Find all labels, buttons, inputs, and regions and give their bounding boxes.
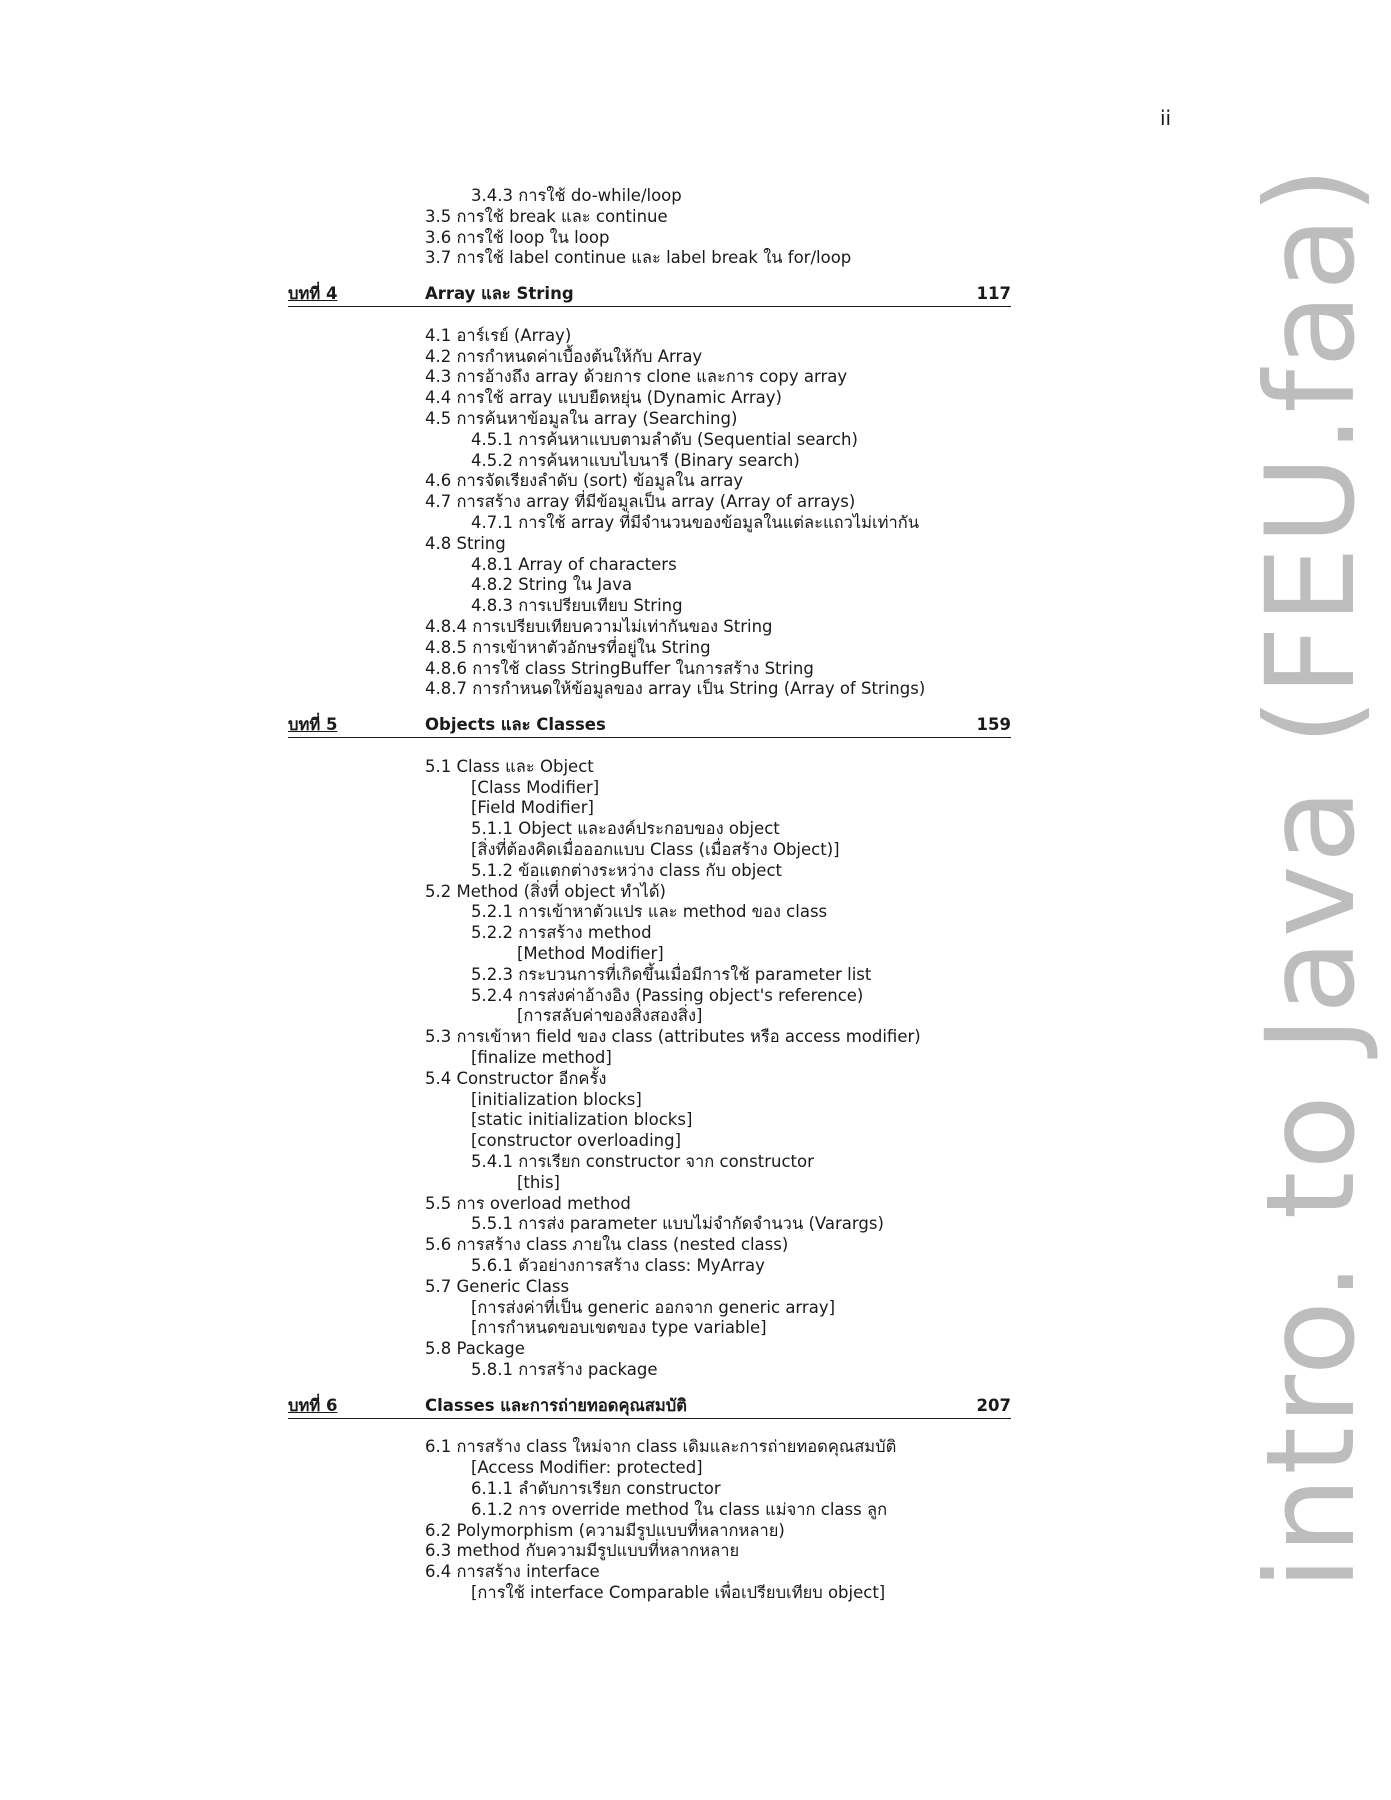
toc-entry: 3.4.3 การใช้ do-while/loop (471, 186, 682, 205)
toc-entry: 6.2 Polymorphism (ความมีรูปแบบที่หลากหลาย) (425, 1520, 785, 1540)
toc-entry: 5.8 Package (425, 1339, 525, 1359)
toc-entry: 4.5.2 การค้นหาแบบไบนารี (Binary search) (471, 450, 800, 470)
toc-entry: 5.2 Method (สิ่งที่ object ทำได้) (425, 881, 666, 901)
toc-entry: 5.2.2 การสร้าง method (471, 923, 652, 943)
toc-entry: 5.8.1 การสร้าง package (471, 1359, 658, 1379)
toc-entry: 5.1 Class และ Object (425, 756, 594, 776)
toc-entry: 4.8.6 การใช้ class StringBuffer ในการสร้าง String (425, 658, 814, 678)
toc-entry: [this] (517, 1172, 560, 1192)
toc-entry: [Field Modifier] (471, 798, 594, 818)
toc-entry: 5.5 การ overload method (425, 1193, 631, 1213)
toc-entry: 5.1.1 Object และองค์ประกอบของ object (471, 819, 780, 839)
toc-entry: 5.2.1 การเข้าหาตัวแปร และ method ของ class (471, 902, 828, 922)
toc-entry: 5.4 Constructor อีกครั้ง (425, 1068, 607, 1088)
toc-entry: 4.5 การค้นหาข้อมูลใน array (Searching) (425, 408, 738, 428)
chapter-heading (288, 1396, 1011, 1419)
toc-entry: 4.3 การอ้างถึง array ด้วยการ clone และการ copy array (425, 367, 848, 387)
toc-entry: 5.6.1 ตัวอย่างการสร้าง class: MyArray (471, 1255, 765, 1275)
toc-entry: 5.5.1 การส่ง parameter แบบไม่จำกัดจำนวน (Varargs) (471, 1214, 884, 1234)
toc-entry: 4.8.5 การเข้าหาตัวอักษรที่อยู่ใน String (425, 637, 711, 657)
toc-entry: 4.6 การจัดเรียงลำดับ (sort) ข้อมูลใน array (425, 471, 744, 491)
toc-entry: 3.6 การใช้ loop ใน loop (425, 227, 610, 247)
toc-entry: 3.7 การใช้ label continue และ label break ใน for/loop (425, 248, 852, 268)
toc-entry: 5.7 Generic Class (425, 1276, 570, 1296)
side-title: intro. to Java (FEU.faa) (1240, 164, 1382, 1590)
toc-entry: 4.7 การสร้าง array ที่มีข้อมูลเป็น array (Array of arrays) (425, 492, 856, 512)
toc-entry: 4.7.1 การใช้ array ที่มีจำนวนของข้อมูลในแต่ละแถวไม่เท่ากัน (471, 512, 920, 532)
toc-entry: 5.4.1 การเรียก constructor จาก constructor (471, 1151, 814, 1171)
toc-entry: [การกำหนดขอบเขตของ type variable] (471, 1318, 767, 1338)
chapter-label: บทที่ 5 (288, 715, 338, 735)
chapter-label: บทที่ 6 (288, 1395, 338, 1415)
toc-entry: [static initialization blocks] (471, 1110, 693, 1130)
toc-entry: [การใช้ interface Comparable เพื่อเปรียบเทียบ object] (471, 1582, 886, 1602)
toc-entry: [Class Modifier] (471, 777, 600, 797)
toc-entry: 4.8.4 การเปรียบเทียบความไม่เท่ากันของ String (425, 616, 773, 636)
chapter-heading (288, 715, 1011, 738)
toc-entry: 5.2.3 กระบวนการที่เกิดขึ้นเมื่อมีการใช้ parameter list (471, 964, 872, 984)
toc-entry: 4.8 String (425, 533, 506, 553)
toc-entry: 5.6 การสร้าง class ภายใน class (nested class) (425, 1235, 789, 1255)
toc-entry: [การสลับค่าของสิ่งสองสิ่ง] (517, 1006, 703, 1026)
toc-entry: [สิ่งที่ต้องคิดเมื่อออกแบบ Class (เมื่อสร้าง Object)] (471, 839, 840, 859)
toc-entry: 4.2 การกำหนดค่าเบื้องต้นให้กับ Array (425, 346, 703, 366)
toc-entry: 5.3 การเข้าหา field ของ class (attributes หรือ access modifier) (425, 1027, 921, 1047)
toc-entry: 4.8.3 การเปรียบเทียบ String (471, 596, 683, 616)
toc-entry: 6.1.1 ลำดับการเรียก constructor (471, 1478, 721, 1498)
toc-entry: 6.4 การสร้าง interface (425, 1562, 600, 1582)
chapter-title: Classes และการถ่ายทอดคุณสมบัติ (425, 1395, 687, 1415)
page-number: ii (1160, 106, 1172, 130)
toc-entry: 3.5 การใช้ break และ continue (425, 206, 668, 226)
toc-entry: [constructor overloading] (471, 1131, 682, 1151)
toc-entry: 4.5.1 การค้นหาแบบตามลำดับ (Sequential search) (471, 429, 858, 449)
chapter-label: บทที่ 4 (288, 284, 338, 304)
toc-entry: 5.1.2 ข้อแตกต่างระหว่าง class กับ object (471, 860, 782, 880)
chapter-title: Array และ String (425, 284, 574, 304)
toc-entry: 4.8.2 String ใน Java (471, 575, 633, 595)
toc-entry: 4.1 อาร์เรย์ (Array) (425, 325, 572, 345)
toc-entry: 5.2.4 การส่งค่าอ้างอิง (Passing object's reference) (471, 985, 864, 1005)
toc-entry: [การส่งค่าที่เป็น generic ออกจาก generic array] (471, 1297, 836, 1317)
chapter-title: Objects และ Classes (425, 715, 606, 735)
chapter-page: 117 (976, 284, 1011, 304)
toc-entry: 6.1.2 การ override method ใน class แม่จาก class ลูก (471, 1499, 888, 1519)
toc-entry: [Access Modifier: protected] (471, 1458, 703, 1478)
toc-entry: 4.8.7 การกำหนดให้ข้อมูลของ array เป็น String (Array of Strings) (425, 679, 926, 699)
chapter-page: 159 (976, 715, 1011, 735)
chapter-heading (288, 284, 1011, 307)
toc-entry: 4.8.1 Array of characters (471, 554, 677, 574)
toc-entry: 4.4 การใช้ array แบบยืดหยุ่น (Dynamic Array) (425, 388, 782, 408)
toc-entry: 6.1 การสร้าง class ใหม่จาก class เดิมและการถ่ายทอดคุณสมบัติ (425, 1437, 897, 1457)
chapter-page: 207 (976, 1395, 1011, 1415)
toc-entry: [finalize method] (471, 1047, 612, 1067)
toc-entry: 6.3 method กับความมีรูปแบบที่หลากหลาย (425, 1541, 740, 1561)
toc-entry: [initialization blocks] (471, 1089, 642, 1109)
toc-entry: [Method Modifier] (517, 943, 664, 963)
